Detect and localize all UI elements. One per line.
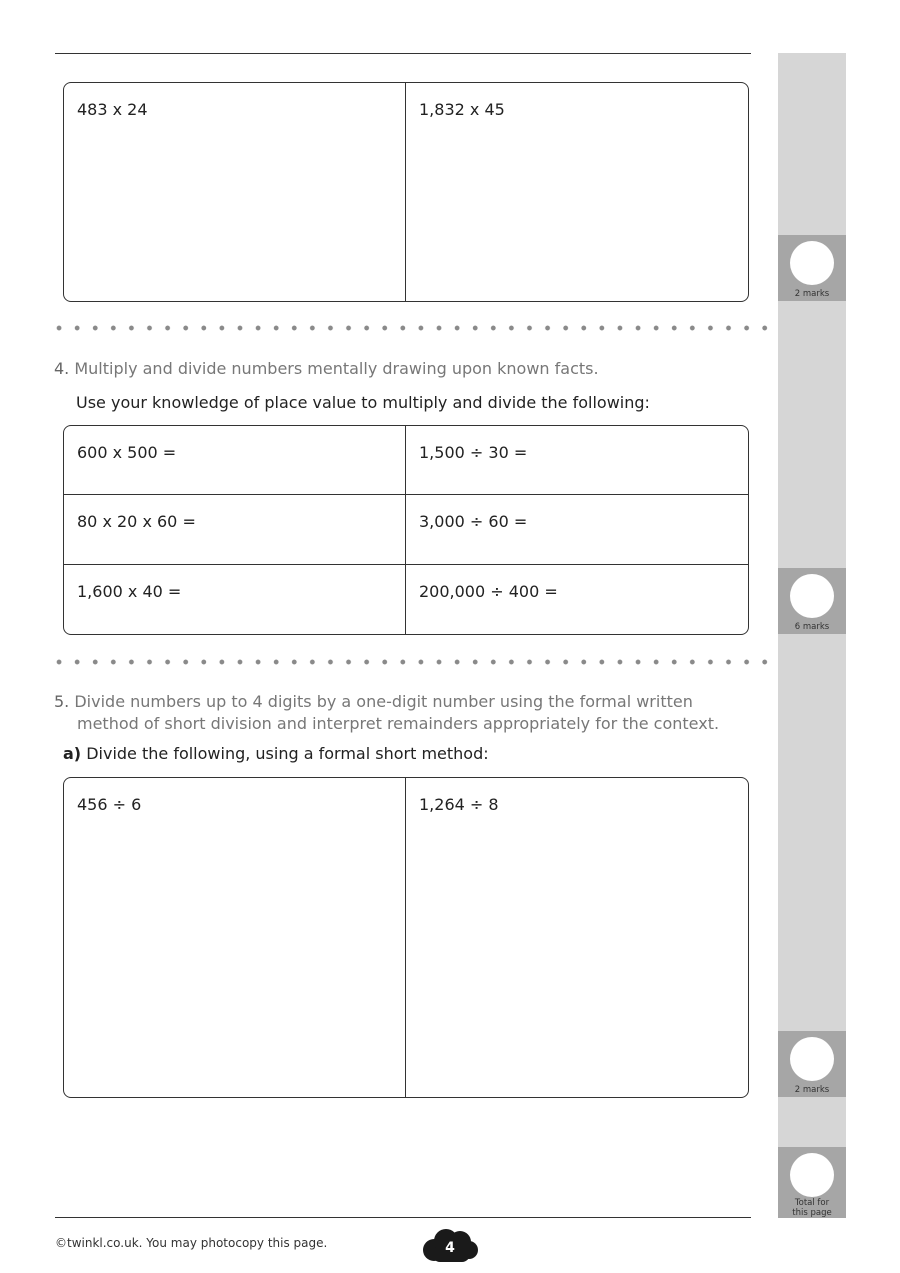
mark-circle[interactable]: [790, 241, 834, 285]
problem-text: 456 ÷ 6: [77, 795, 142, 814]
answer-cell[interactable]: [406, 778, 748, 1097]
mark-box-q4: [778, 568, 846, 634]
part-label: a): [63, 744, 82, 763]
marks-label: 2 marks: [794, 289, 830, 299]
page-number: 4: [445, 1240, 455, 1256]
question-number: 5.: [54, 692, 70, 711]
dotted-divider: [50, 659, 776, 665]
problem-text: 600 x 500 =: [77, 443, 177, 462]
problem-text: 1,600 x 40 =: [77, 581, 182, 601]
total-mark-circle[interactable]: [790, 1153, 834, 1197]
problem-text: 1,264 ÷ 8: [419, 795, 499, 814]
answer-cell[interactable]: [406, 565, 748, 634]
mark-box-q3: [778, 235, 846, 301]
mark-box-q5a: [778, 1031, 846, 1097]
question-objective: Multiply and divide numbers mentally drawing upon known facts.: [74, 359, 599, 378]
mark-circle[interactable]: [790, 574, 834, 618]
answer-cell[interactable]: [64, 495, 406, 564]
problem-text: 3,000 ÷ 60 =: [419, 512, 528, 532]
question-5-heading: [54, 691, 754, 735]
part-instruction: Divide the following, using a formal short method:: [86, 744, 489, 763]
problem-text: 1,832 x 45: [419, 100, 505, 119]
marks-label: 2 marks: [794, 1085, 830, 1095]
answer-box-q5a: [63, 777, 749, 1098]
mark-circle[interactable]: [790, 1037, 834, 1081]
answer-cell[interactable]: [406, 426, 748, 495]
question-objective-line2: method of short division and interpret remainders appropriately for the context.: [77, 714, 720, 733]
answer-cell[interactable]: [64, 426, 406, 495]
answer-cell[interactable]: [64, 565, 406, 634]
part-a-instruction-row: [63, 744, 489, 763]
answer-cell[interactable]: [406, 495, 748, 564]
question-instruction: Use your knowledge of place value to multiply and divide the following:: [76, 393, 650, 412]
footer-rule: [55, 1217, 751, 1218]
dotted-divider: [50, 325, 776, 331]
page-number-badge: [420, 1226, 480, 1266]
answer-cell[interactable]: [64, 778, 406, 1097]
marks-label: 6 marks: [794, 622, 830, 632]
question-4-heading: [54, 358, 599, 380]
answer-box-q3: [63, 82, 749, 302]
problem-text: 483 x 24: [77, 100, 148, 119]
answer-grid-q4: [63, 425, 749, 635]
question-number: 4.: [54, 359, 70, 378]
header-rule: [55, 53, 751, 54]
problem-text: 200,000 ÷ 400 =: [419, 581, 558, 601]
problem-text: 1,500 ÷ 30 =: [419, 443, 528, 462]
copyright-text: ©twinkl.co.uk. You may photocopy this page.: [55, 1236, 328, 1250]
total-label: Total for this page: [792, 1198, 832, 1218]
question-objective-line1: Divide numbers up to 4 digits by a one-digit number using the formal written: [74, 692, 693, 711]
problem-text: 80 x 20 x 60 =: [77, 512, 196, 532]
mark-box-total: [778, 1147, 846, 1218]
answer-cell[interactable]: [64, 83, 406, 301]
answer-cell[interactable]: [406, 83, 748, 301]
